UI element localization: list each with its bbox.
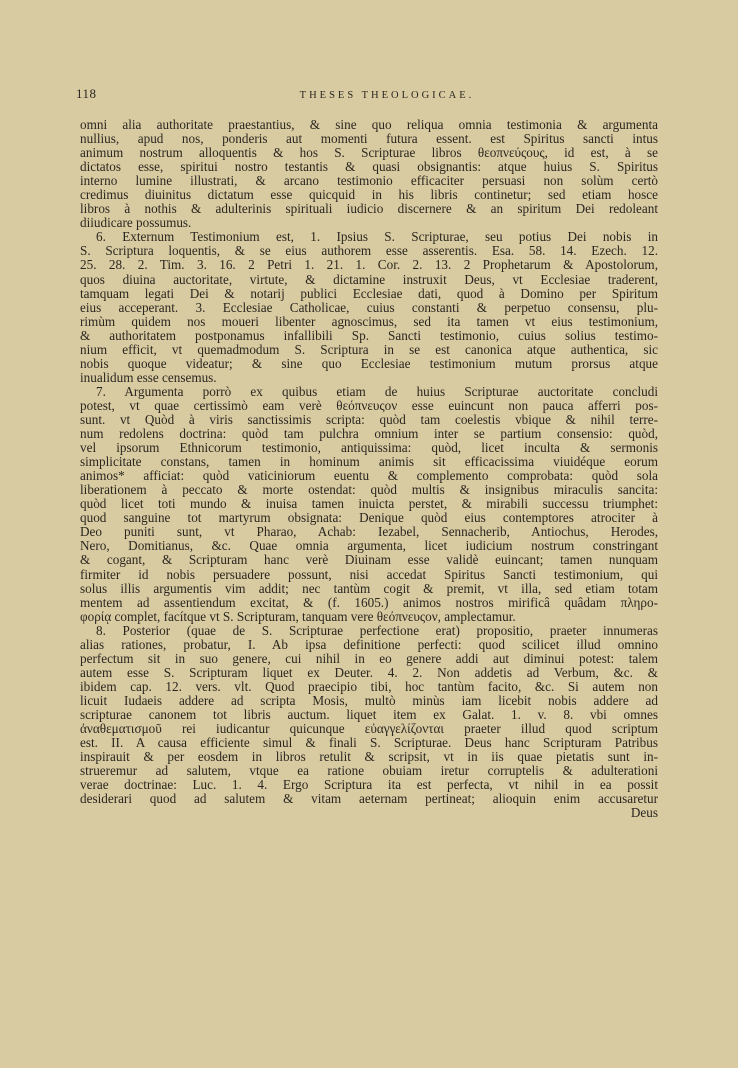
text-line: rimùm quidem nos moueri libenter agnoscimus, sed ita tamen vt eius testimonium, [80,313,658,329]
text-line: quòd licet toti mundo & inuisa tamen inuicta perstet, & mirabili successu triumphet: [80,496,658,512]
text-line: φορίᾳ complet, facítque vt S. Scripturam, tanquam vere θεόπνευςον, amplectamur. [80,608,516,624]
text-line: nobis quoque videatur; & sine quo Ecclesiae testimonium mutum prorsus atque [80,355,658,371]
text-line: eius acceperant. 3. Ecclesiae Catholicae, cuius constanti & perpetuo consensu, plu- [80,299,658,315]
text-line: ibidem cap. 12. vers. vlt. Quod praecipio tibi, hoc tantùm facito, &c. Si autem non [80,678,658,694]
text-line: 6. Externum Testimonium est, 1. Ipsius S. Scripturae, seu potius Dei nobis in [96,229,658,245]
text-line: & cogant, & Scripturam hanc verè Diuinam esse validè euincant; tamen nunquam [80,552,658,568]
text-line: 25. 28. 2. Tim. 3. 16. 2 Petri 1. 21. 1. Cor. 2. 13. 2 Prophetarum & Apostolorum, [80,257,658,273]
text-line: liberationem à peccato & morte ostendat: quòd multis & insignibus miraculis sancita: [80,482,658,498]
text-line: omni alia authoritate praestantius, & sine quo reliqua omnia testimonia & argumenta [80,117,658,132]
text-line: num redolens doctrina: quòd tam pulchra omnium inter se partium consensio: quòd, [80,426,658,442]
text-line: animos* afficiat: quòd vaticiniorum euentu & complemento comprobata: quòd sola [80,468,658,484]
text-line: est. II. A causa efficiente simul & finali S. Scripturae. Deus hanc Scripturam Patribus [80,735,658,751]
text-line: dictatos esse, spiritui nostro testantis & quasi obsignantis: atque huius S. Spiritus [80,159,658,175]
text-line: ἀναθεματισμοῦ rei iudicantur quicunque εὐαγγελίζονται praeter illud quod scriptum [80,721,658,737]
text-line: & authoritatem postponamus infallibili Sp. Sancti testimonio, cuius solius testimo- [80,327,658,343]
text-line: interno lumine illustrati, & arcano testimonio efficaciter persuasi non solùm certò [80,173,658,189]
text-line: diiudicare possumus. [80,215,192,231]
text-line: libros à nothis & adulterinis spirituali iudicio discernere & an spiritum Dei redoleant [80,201,658,217]
text-line: 8. Posterior (quae de S. Scripturae perfectione erat) propositio, praeter innumeras [96,622,658,638]
text-line: S. Scriptura loquentis, & se eius authorem esse asserentis. Esa. 58. 14. Ezech. 12. [80,243,658,259]
running-title: THESES THEOLOGICAE. [299,90,475,101]
catchword: Deus [630,805,658,821]
text-line: quod sanguine tot martyrum obsignata: Denique quòd eius contemptores atrociter à [80,510,658,526]
text-line: simplicitate constans, tamen in hominum animis sit efficacissima viuidéque eorum [80,454,658,470]
text-line: nullius, apud nos, ponderis aut momenti futura essent. est Spiritus sancti intus [80,131,658,147]
text-line: firmiter id nobis persuadere possunt, nisi accedat Spiritus Sancti testimonium, qui [80,566,658,582]
text-line: strueremur ad salutem, vtque ea ratione obuiam iretur corruptelis & adulterationi [80,763,658,779]
text-line: alias rationes, probatur, I. Ab ipsa definitione perfecti: quod scilicet illud omnino [80,636,658,652]
text-line: credimus diuinitus dictatum esse quicquid in his libris continetur; sed etiam hosce [80,187,658,203]
page-number: 118 [76,86,97,101]
text-line: Deo puniti sunt, vt Pharao, Achab: Iezabel, Sennacherib, Antiochus, Herodes, [80,524,658,540]
text-line: sunt. vt Quòd à viris sanctissimis scripta: quòd tam coelestis vbique & nihil terre- [80,411,658,427]
text-line: animum nostrum alloquentis & hos S. Scripturae libros θεοπνεύςους, id est, à se [80,145,658,161]
text-line: quos diuina auctoritate, virtute, & dictamine instruxit Deus, vt Ecclesiae traderent, [80,271,658,287]
text-line: potest, vt quae certissimò eam verè θεόπνευςον esse euincunt non pauca afferri pos- [80,397,658,413]
text-line: inualidum esse censemus. [80,369,217,385]
page-header [76,86,658,102]
text-line: Nero, Domitianus, &c. Quae omnia argumenta, licet iudicium nostrum constringant [80,538,658,554]
text-line: nium efficit, vt quemadmodum S. Scriptura in se est canonica atque authentica, sic [80,341,658,357]
text-line: 7. Argumenta porrò ex quibus etiam de huius Scripturae auctoritate concludi [96,383,658,399]
text-line: vel ipsorum Ethnicorum testimonio, antiquissima: quòd, licet inculta & sermonis [80,440,658,456]
text-line: desiderari quod ad salutem & vitam aeternam pertineat; alioquin enim accusaretur [80,791,658,807]
text-line: mentem ad assentiendum excitat, & (f. 1605.) animos nostros mirificâ quâdam πληρο- [80,594,658,610]
text-line: tamquam legati Dei & notarij publici Ecclesiae dati, quod à Domino per Spiritum [80,285,658,301]
text-line: autem esse S. Scripturam liquet ex Deuter. 4. 2. Non addetis ad Verbum, &c. & [80,664,658,680]
text-line: licuit Iudaeis addere ad scripta Mosis, multò minùs iam licebit nobis addere ad [80,692,658,708]
body-text [80,118,658,820]
text-line: solus illis argumentis vim addit; nec tantùm cogit & premit, vt illa, sed etiam totam [80,580,658,596]
text-line: verae doctrinae: Luc. 1. 4. Ergo Scriptura ita est perfecta, vt nihil in ea possit [80,777,658,793]
text-line: perfectum sit in suo genere, cui nihil in eo genere addi aut diminui potest: talem [80,650,658,666]
text-line: inspirauit & per eosdem in libros retulit & scripsit, vt in iis quae pietatis sunt in- [80,749,658,765]
text-line: scripturae canonem tot libris auctum. liquet item ex Galat. 1. v. 8. vbi omnes [80,706,658,722]
